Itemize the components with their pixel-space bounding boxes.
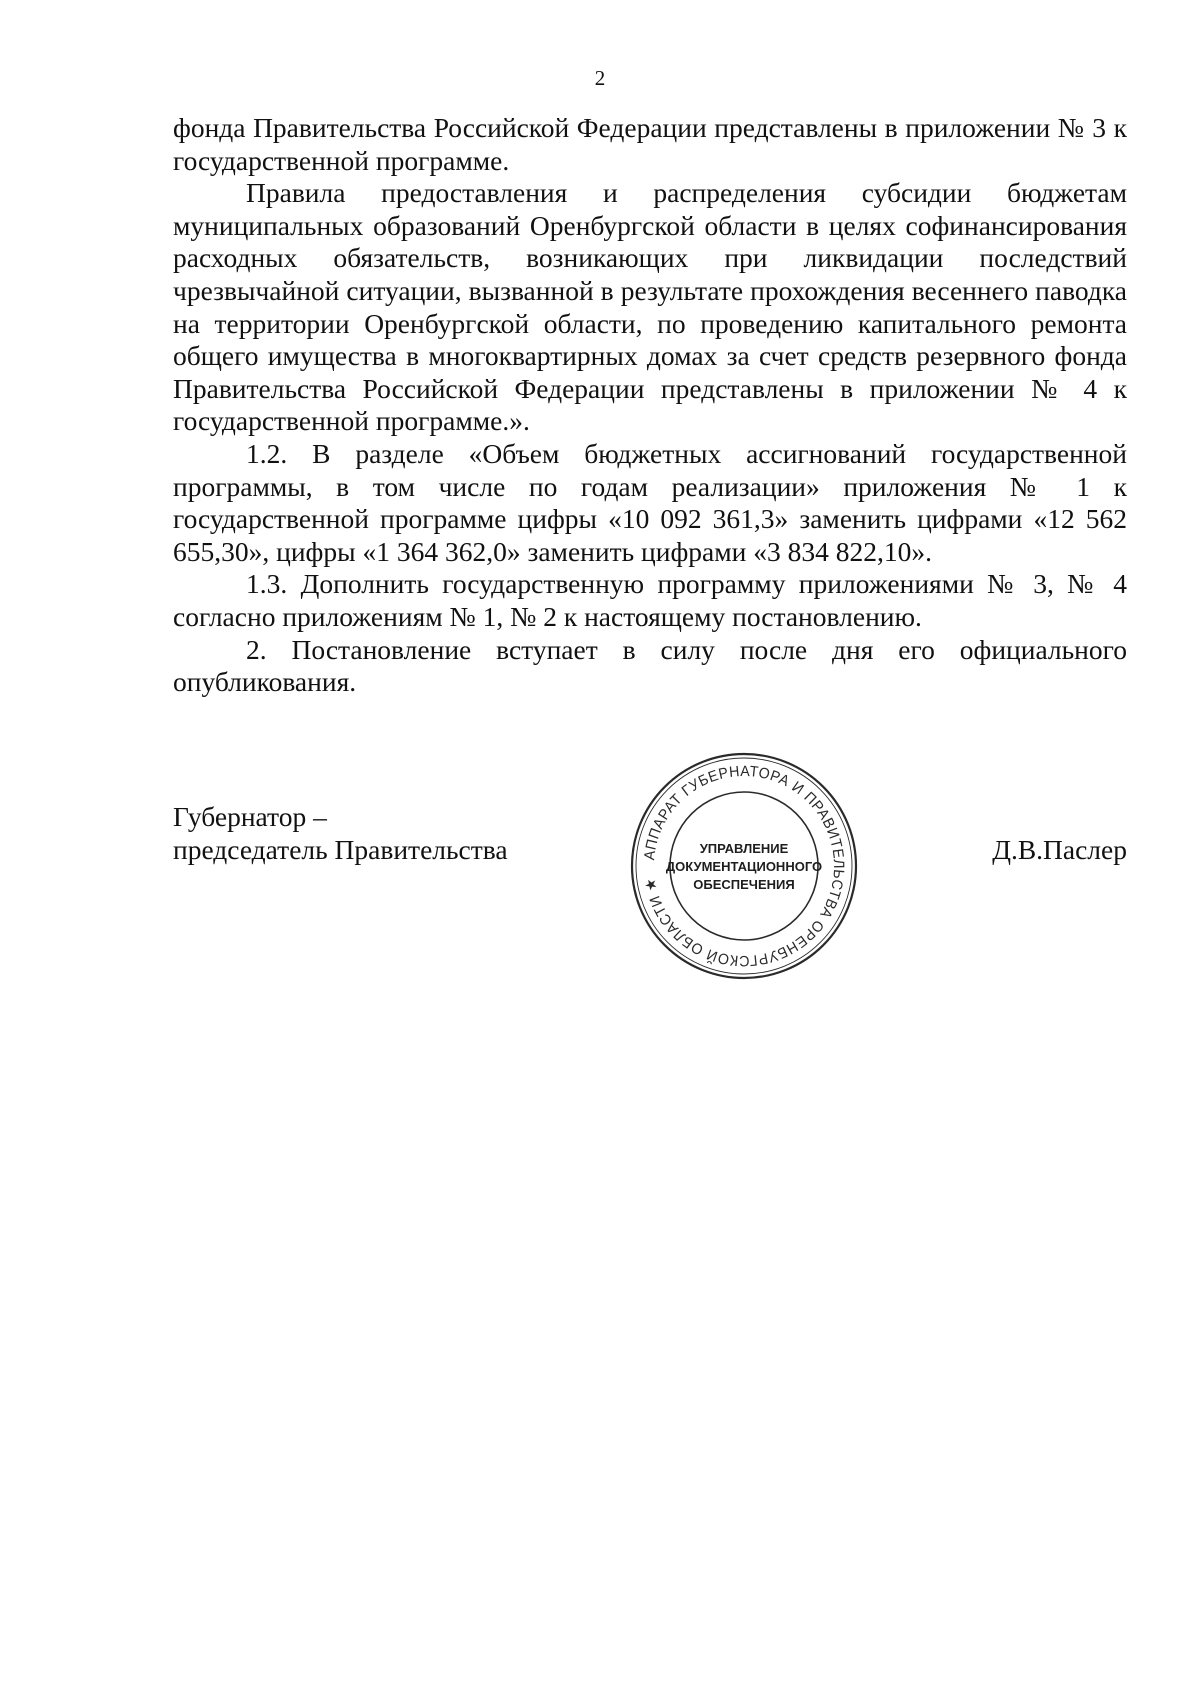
official-seal-graphic xyxy=(628,750,860,982)
seal-inner-line-1: УПРАВЛЕНИЕ xyxy=(699,841,789,856)
paragraph: Правила предоставления и распределения субсидии бюджетам муниципальных образований Оренбургской области в целях софинансирования расходных обязательств, возникающих при ликвидации последствий чрезвычайной ситуации, вызванной в результате прохождения весеннего паводка на территории Оренбургской области, по проведению капитального ремонта общего имущества в многоквартирных домах за счет средств резервного фонда Правительства Российской Федерации представлены в приложении № 4 к государственной программе.». xyxy=(173,177,1127,437)
body-text xyxy=(173,112,1127,699)
official-seal xyxy=(628,750,860,982)
paragraph: 1.3. Дополнить государственную программу приложениями № 3, № 4 согласно приложениям № 1, № 2 к настоящему постановлению. xyxy=(173,568,1127,632)
signatory-title-line-2: председатель Правительства xyxy=(173,834,508,865)
signatory-title xyxy=(173,800,508,866)
paragraph: 2. Постановление вступает в силу после дня его официального опубликования. xyxy=(173,633,1127,698)
paragraph: фонда Правительства Российской Федерации представлены в приложении № 3 к государственной программе. xyxy=(173,112,1127,176)
signatory-title-line-1: Губернатор – xyxy=(173,801,327,832)
signatory-name: Д.В.Паслер xyxy=(992,834,1127,865)
seal-ring-text: АППАРАТ ГУБЕРНАТОРА И ПРАВИТЕЛЬСТВА ОРЕНБУРГСКОЙ ОБЛАСТИ ★ xyxy=(641,762,848,970)
paragraph: 1.2. В разделе «Объем бюджетных ассигнований государственной программы, в том числе по годам реализации» приложения № 1 к государственной программе цифры «10 092 361,3» заменить цифрами «12 562 655,30», цифры «1 364 362,0» заменить цифрами «3 834 822,10». xyxy=(173,437,1127,567)
seal-inner-line-3: ОБЕСПЕЧЕНИЯ xyxy=(693,877,795,892)
seal-inner-line-2: ДОКУМЕНТАЦИОННОГО xyxy=(665,859,823,874)
page-number: 2 xyxy=(594,66,606,90)
